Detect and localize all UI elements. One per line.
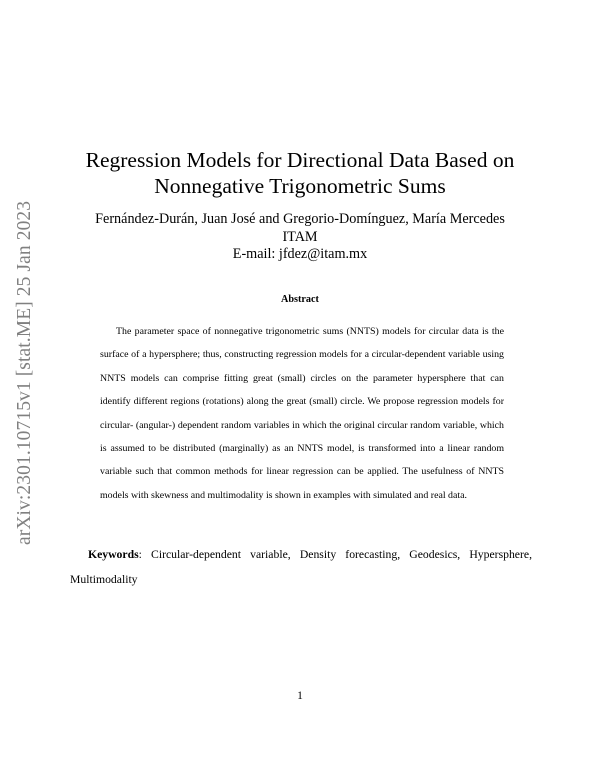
keywords-label: Keywords: [88, 548, 139, 561]
author-names: Fernández-Durán, Juan José and Gregorio-Domínguez, María Mercedes: [95, 211, 505, 227]
author-email: E-mail: jfdez@itam.mx: [232, 246, 368, 262]
arxiv-identifier-stamp: arXiv:2301.10715v1 [stat.ME] 25 Jan 2023: [14, 200, 35, 545]
author-block: [60, 211, 540, 264]
abstract-heading: Abstract: [281, 294, 319, 305]
abstract-body: The parameter space of nonnegative trigonometric sums (NNTS) models for circular data is the surface of a hypersphere; thus, constructing regression models for a circular-dependent variable using NNTS models can comprise fitting great (small) circles on the parameter hypersphere that can identify different regions (rotations) along the great (small) circle. We propose regression models for circular- (angular-) dependent random variables in which the original circular random variable, which is assumed to be distributed (marginally) as an NNTS model, is transformed into a linear random variable such that common methods for linear regression can be applied. The usefulness of NNTS models with skewness and multimodality is shown in examples with simulated and real data.: [100, 326, 504, 501]
page-number: 1: [297, 690, 303, 702]
keywords-paragraph: [70, 542, 532, 592]
title-line-2: Nonnegative Trigonometric Sums: [154, 174, 446, 198]
paper-title: [60, 147, 540, 199]
title-line-1: Regression Models for Directional Data Based on: [85, 148, 515, 172]
keywords-text: : Circular-dependent variable, Density forecasting, Geodesics, Hypersphere, Multimodality: [70, 548, 532, 586]
author-affiliation: ITAM: [282, 228, 318, 245]
